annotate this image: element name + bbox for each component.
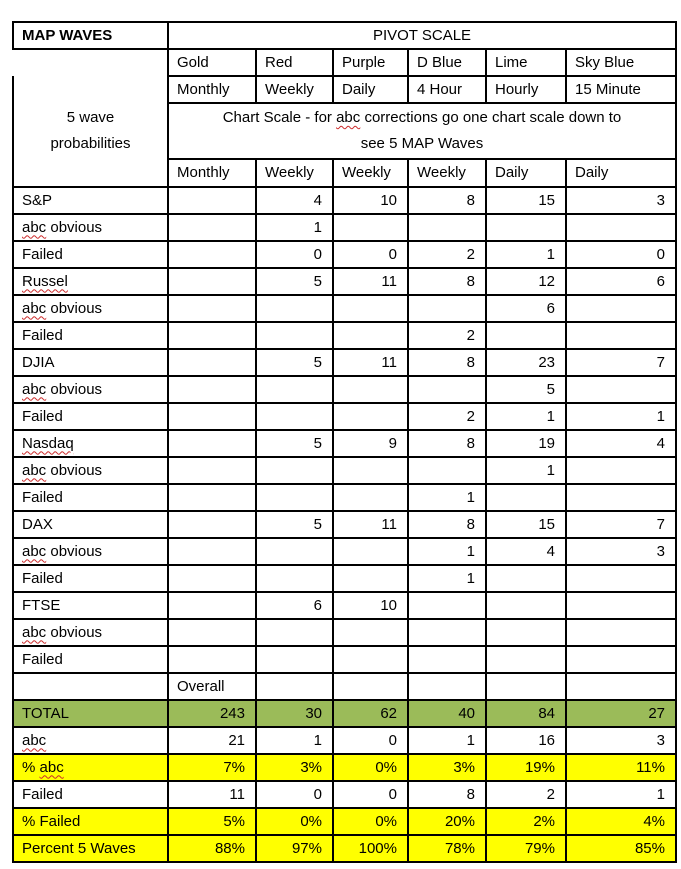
row-label-failed <box>13 241 168 268</box>
cell-abc-d-blue: 3% <box>408 754 486 781</box>
label-text: FTSE <box>22 596 61 614</box>
cell-blank-d-blue <box>408 673 486 700</box>
spacer-cell <box>13 49 168 76</box>
cell-ftse-gold <box>168 592 256 619</box>
row-label-total <box>13 700 168 727</box>
pivot-timeframe-header-monthly: Monthly <box>168 76 256 103</box>
misspelled-word: abc <box>22 218 47 236</box>
cell-abc-obvious-gold <box>168 538 256 565</box>
chart-scale-note-pre: Chart Scale - for <box>222 109 337 126</box>
cell-ftse-purple: 10 <box>333 592 408 619</box>
cell-total-red: 30 <box>256 700 333 727</box>
row-pivot-timeframes <box>13 76 676 103</box>
cell-blank-purple <box>333 673 408 700</box>
pivot-scale-header: PIVOT SCALE <box>168 22 676 49</box>
cell-abc-obvious-lime: 4 <box>486 538 566 565</box>
misspelled-word: Russel <box>22 272 68 290</box>
cell-failed-purple <box>333 322 408 349</box>
cell-failed-red: 0 <box>256 241 333 268</box>
cell-abc-obvious-lime: 5 <box>486 376 566 403</box>
row-label-abc-obvious <box>13 295 168 322</box>
chart-scale-header-gold: Monthly <box>168 159 256 187</box>
row-label-percent-5-waves <box>13 835 168 862</box>
cell-percent-5-waves-sky-blue: 85% <box>566 835 676 862</box>
pivot-color-header-sky-blue: Sky Blue <box>566 49 676 76</box>
cell-failed-d-blue: 2 <box>408 403 486 430</box>
table-row-failed <box>13 565 676 592</box>
cell-abc-sky-blue: 11% <box>566 754 676 781</box>
cell-abc-obvious-sky-blue: 3 <box>566 538 676 565</box>
row-label-abc-obvious <box>13 214 168 241</box>
cell-failed-purple <box>333 403 408 430</box>
cell-failed-red: 0% <box>256 808 333 835</box>
cell-percent-5-waves-red: 97% <box>256 835 333 862</box>
cell-abc-red: 1 <box>256 727 333 754</box>
cell-abc-obvious-sky-blue <box>566 214 676 241</box>
row-label-failed <box>13 484 168 511</box>
row-label-abc-obvious <box>13 376 168 403</box>
table-row-failed <box>13 484 676 511</box>
cell-failed-purple <box>333 565 408 592</box>
spreadsheet-canvas <box>12 21 677 863</box>
label-text: S&P <box>22 191 53 209</box>
table-row-abc-obvious <box>13 619 676 646</box>
row-label-djia <box>13 349 168 376</box>
label-text: Failed <box>22 488 63 506</box>
misspelled-word: abc <box>22 542 47 560</box>
cell-failed-sky-blue: 1 <box>566 403 676 430</box>
cell-dax-purple: 11 <box>333 511 408 538</box>
cell-failed-d-blue: 1 <box>408 484 486 511</box>
cell-failed-gold <box>168 565 256 592</box>
row-label-abc <box>13 727 168 754</box>
pivot-timeframe-header-weekly: Weekly <box>256 76 333 103</box>
table-row-nasdaq <box>13 430 676 457</box>
five-wave-label-line1: 5 wave <box>66 109 115 126</box>
cell-abc-obvious-purple <box>333 376 408 403</box>
row-label-nasdaq <box>13 430 168 457</box>
label-text: % Failed <box>22 812 81 830</box>
cell-abc-obvious-d-blue <box>408 214 486 241</box>
cell-ftse-sky-blue <box>566 592 676 619</box>
row-pivot-scale-header <box>13 22 676 49</box>
cell-failed-lime <box>486 484 566 511</box>
table-row-abc <box>13 727 676 754</box>
table-row-abc-obvious <box>13 376 676 403</box>
label-text: Failed <box>22 326 63 344</box>
row-pivot-colors <box>13 49 676 76</box>
cell-failed-d-blue: 2 <box>408 241 486 268</box>
cell-abc-obvious-red <box>256 295 333 322</box>
cell-ftse-red: 6 <box>256 592 333 619</box>
cell-failed-sky-blue: 4% <box>566 808 676 835</box>
chart-scale-note-misspelled: abc <box>336 109 361 126</box>
cell-failed-lime <box>486 646 566 673</box>
cell-s-p-d-blue: 8 <box>408 187 486 214</box>
label-text: obvious <box>46 542 103 560</box>
cell-nasdaq-red: 5 <box>256 430 333 457</box>
cell-nasdaq-lime: 19 <box>486 430 566 457</box>
cell-abc-obvious-red <box>256 538 333 565</box>
label-text: Failed <box>22 245 63 263</box>
cell-failed-d-blue <box>408 646 486 673</box>
cell-abc-gold: 7% <box>168 754 256 781</box>
chart-scale-note-line2: see 5 MAP Waves <box>360 135 484 152</box>
pivot-timeframe-header-daily: Daily <box>333 76 408 103</box>
label-text: obvious <box>46 623 103 641</box>
cell-dax-gold <box>168 511 256 538</box>
chart-scale-note <box>168 103 676 159</box>
cell-abc-d-blue: 1 <box>408 727 486 754</box>
cell-djia-purple: 11 <box>333 349 408 376</box>
cell-failed-sky-blue <box>566 646 676 673</box>
label-text: Failed <box>22 785 63 803</box>
row-label-failed <box>13 322 168 349</box>
row-label-russel <box>13 268 168 295</box>
misspelled-word: abc <box>39 758 64 776</box>
cell-russel-red: 5 <box>256 268 333 295</box>
chart-scale-header-sky-blue: Daily <box>566 159 676 187</box>
cell-blank-lime <box>486 673 566 700</box>
label-text: obvious <box>46 299 103 317</box>
table-row-abc-obvious <box>13 214 676 241</box>
cell-russel-lime: 12 <box>486 268 566 295</box>
cell-abc-gold: 21 <box>168 727 256 754</box>
table-row-blank <box>13 673 676 700</box>
cell-abc-obvious-lime: 6 <box>486 295 566 322</box>
cell-percent-5-waves-d-blue: 78% <box>408 835 486 862</box>
cell-blank-red <box>256 673 333 700</box>
pivot-timeframe-header-4-hour: 4 Hour <box>408 76 486 103</box>
cell-total-sky-blue: 27 <box>566 700 676 727</box>
cell-failed-sky-blue: 0 <box>566 241 676 268</box>
table-row-djia <box>13 349 676 376</box>
chart-scale-header-purple: Weekly <box>333 159 408 187</box>
table-row-russel <box>13 268 676 295</box>
label-text: Percent 5 Waves <box>22 839 136 857</box>
cell-russel-purple: 11 <box>333 268 408 295</box>
label-text: % <box>22 758 40 776</box>
cell-abc-obvious-red <box>256 619 333 646</box>
cell-abc-obvious-red <box>256 376 333 403</box>
cell-failed-red <box>256 403 333 430</box>
cell-abc-obvious-gold <box>168 295 256 322</box>
label-text: obvious <box>46 461 103 479</box>
cell-failed-d-blue: 2 <box>408 322 486 349</box>
cell-failed-sky-blue <box>566 484 676 511</box>
pivot-color-header-red: Red <box>256 49 333 76</box>
cell-russel-sky-blue: 6 <box>566 268 676 295</box>
cell-abc-obvious-red: 1 <box>256 214 333 241</box>
cell-djia-gold <box>168 349 256 376</box>
cell-dax-lime: 15 <box>486 511 566 538</box>
cell-failed-lime: 2% <box>486 808 566 835</box>
cell-total-purple: 62 <box>333 700 408 727</box>
row-label-dax <box>13 511 168 538</box>
cell-percent-5-waves-lime: 79% <box>486 835 566 862</box>
cell-failed-gold <box>168 403 256 430</box>
cell-failed-purple <box>333 646 408 673</box>
cell-abc-obvious-gold <box>168 376 256 403</box>
cell-abc-obvious-gold <box>168 457 256 484</box>
cell-nasdaq-gold <box>168 430 256 457</box>
cell-failed-red: 0 <box>256 781 333 808</box>
label-text: DJIA <box>22 353 55 371</box>
cell-djia-d-blue: 8 <box>408 349 486 376</box>
row-label-s-p <box>13 187 168 214</box>
label-text: Failed <box>22 407 63 425</box>
misspelled-word: abc <box>22 731 47 749</box>
cell-abc-obvious-sky-blue <box>566 376 676 403</box>
table-row-failed <box>13 808 676 835</box>
cell-abc-obvious-d-blue <box>408 376 486 403</box>
row-label-failed <box>13 646 168 673</box>
cell-abc-purple: 0% <box>333 754 408 781</box>
label-text: obvious <box>46 218 103 236</box>
cell-ftse-lime <box>486 592 566 619</box>
misspelled-word: abc <box>22 461 47 479</box>
cell-failed-red <box>256 322 333 349</box>
row-label-failed <box>13 403 168 430</box>
cell-djia-lime: 23 <box>486 349 566 376</box>
label-text: obvious <box>46 380 103 398</box>
cell-failed-purple <box>333 484 408 511</box>
cell-abc-obvious-purple <box>333 619 408 646</box>
table-row-total <box>13 700 676 727</box>
cell-failed-gold: 5% <box>168 808 256 835</box>
cell-total-gold: 243 <box>168 700 256 727</box>
cell-failed-red <box>256 646 333 673</box>
row-label-blank <box>13 673 168 700</box>
cell-abc-obvious-gold <box>168 214 256 241</box>
pivot-timeframe-header-15-minute: 15 Minute <box>566 76 676 103</box>
row-label-failed <box>13 808 168 835</box>
label-text: DAX <box>22 515 53 533</box>
row-label-failed <box>13 565 168 592</box>
table-row-failed <box>13 322 676 349</box>
chart-scale-header-d-blue: Weekly <box>408 159 486 187</box>
table-row-dax <box>13 511 676 538</box>
cell-abc-obvious-gold <box>168 619 256 646</box>
cell-failed-red <box>256 565 333 592</box>
label-text: Failed <box>22 650 63 668</box>
row-label-abc-obvious <box>13 619 168 646</box>
cell-failed-lime: 1 <box>486 241 566 268</box>
cell-abc-sky-blue: 3 <box>566 727 676 754</box>
cell-failed-d-blue: 20% <box>408 808 486 835</box>
cell-failed-lime <box>486 322 566 349</box>
table-row-s-p <box>13 187 676 214</box>
table-row-abc-obvious <box>13 538 676 565</box>
cell-failed-gold <box>168 241 256 268</box>
cell-abc-obvious-purple <box>333 214 408 241</box>
cell-abc-obvious-lime <box>486 619 566 646</box>
label-text: TOTAL <box>22 704 69 722</box>
label-text: Failed <box>22 569 63 587</box>
chart-scale-note-post: corrections go one chart scale down to <box>360 109 622 126</box>
row-label-ftse <box>13 592 168 619</box>
cell-failed-gold <box>168 646 256 673</box>
cell-abc-obvious-purple <box>333 538 408 565</box>
cell-total-d-blue: 40 <box>408 700 486 727</box>
cell-failed-lime: 1 <box>486 403 566 430</box>
pivot-color-header-lime: Lime <box>486 49 566 76</box>
pivot-timeframe-header-hourly: Hourly <box>486 76 566 103</box>
cell-blank-sky-blue <box>566 673 676 700</box>
cell-percent-5-waves-purple: 100% <box>333 835 408 862</box>
cell-failed-sky-blue <box>566 322 676 349</box>
pivot-color-header-d-blue: D Blue <box>408 49 486 76</box>
cell-failed-sky-blue <box>566 565 676 592</box>
cell-failed-gold: 11 <box>168 781 256 808</box>
cell-failed-purple: 0 <box>333 241 408 268</box>
table-row-abc-obvious <box>13 295 676 322</box>
cell-ftse-d-blue <box>408 592 486 619</box>
cell-abc-obvious-d-blue: 1 <box>408 538 486 565</box>
cell-nasdaq-d-blue: 8 <box>408 430 486 457</box>
cell-russel-gold <box>168 268 256 295</box>
cell-dax-red: 5 <box>256 511 333 538</box>
cell-abc-obvious-lime: 1 <box>486 457 566 484</box>
table-row-abc <box>13 754 676 781</box>
cell-s-p-red: 4 <box>256 187 333 214</box>
five-wave-label-line2: probabilities <box>50 135 131 152</box>
table-row-percent-5-waves <box>13 835 676 862</box>
row-label-abc-obvious <box>13 538 168 565</box>
five-wave-probabilities-label <box>13 76 168 187</box>
cell-abc-lime: 19% <box>486 754 566 781</box>
misspelled-word: abc <box>22 623 47 641</box>
cell-nasdaq-purple: 9 <box>333 430 408 457</box>
cell-percent-5-waves-gold: 88% <box>168 835 256 862</box>
cell-failed-gold <box>168 484 256 511</box>
cell-total-lime: 84 <box>486 700 566 727</box>
cell-abc-obvious-purple <box>333 457 408 484</box>
cell-failed-red <box>256 484 333 511</box>
misspelled-word: Nasdaq <box>22 434 74 452</box>
misspelled-word: abc <box>22 299 47 317</box>
pivot-color-header-purple: Purple <box>333 49 408 76</box>
cell-failed-purple: 0 <box>333 781 408 808</box>
cell-abc-obvious-sky-blue <box>566 457 676 484</box>
cell-abc-obvious-lime <box>486 214 566 241</box>
cell-abc-purple: 0 <box>333 727 408 754</box>
row-label-abc-obvious <box>13 457 168 484</box>
cell-abc-lime: 16 <box>486 727 566 754</box>
cell-russel-d-blue: 8 <box>408 268 486 295</box>
table-row-ftse <box>13 592 676 619</box>
cell-failed-sky-blue: 1 <box>566 781 676 808</box>
table-title: MAP WAVES <box>13 22 168 49</box>
cell-abc-obvious-sky-blue <box>566 619 676 646</box>
cell-djia-sky-blue: 7 <box>566 349 676 376</box>
chart-scale-header-lime: Daily <box>486 159 566 187</box>
cell-failed-lime <box>486 565 566 592</box>
cell-failed-lime: 2 <box>486 781 566 808</box>
cell-dax-sky-blue: 7 <box>566 511 676 538</box>
cell-blank-gold: Overall <box>168 673 256 700</box>
cell-abc-obvious-d-blue <box>408 457 486 484</box>
table-row-failed <box>13 781 676 808</box>
cell-s-p-lime: 15 <box>486 187 566 214</box>
table-row-failed <box>13 403 676 430</box>
cell-s-p-gold <box>168 187 256 214</box>
cell-failed-gold <box>168 322 256 349</box>
cell-abc-obvious-sky-blue <box>566 295 676 322</box>
cell-djia-red: 5 <box>256 349 333 376</box>
table-row-failed <box>13 241 676 268</box>
row-label-failed <box>13 781 168 808</box>
pivot-color-header-gold: Gold <box>168 49 256 76</box>
cell-failed-purple: 0% <box>333 808 408 835</box>
cell-abc-obvious-d-blue <box>408 295 486 322</box>
cell-failed-d-blue: 1 <box>408 565 486 592</box>
row-label-abc <box>13 754 168 781</box>
cell-failed-d-blue: 8 <box>408 781 486 808</box>
cell-nasdaq-sky-blue: 4 <box>566 430 676 457</box>
table-row-failed <box>13 646 676 673</box>
cell-abc-red: 3% <box>256 754 333 781</box>
cell-s-p-sky-blue: 3 <box>566 187 676 214</box>
cell-dax-d-blue: 8 <box>408 511 486 538</box>
cell-abc-obvious-red <box>256 457 333 484</box>
misspelled-word: abc <box>22 380 47 398</box>
table-row-abc-obvious <box>13 457 676 484</box>
chart-scale-header-red: Weekly <box>256 159 333 187</box>
cell-abc-obvious-d-blue <box>408 619 486 646</box>
cell-abc-obvious-purple <box>333 295 408 322</box>
cell-s-p-purple: 10 <box>333 187 408 214</box>
map-waves-table <box>12 21 677 863</box>
